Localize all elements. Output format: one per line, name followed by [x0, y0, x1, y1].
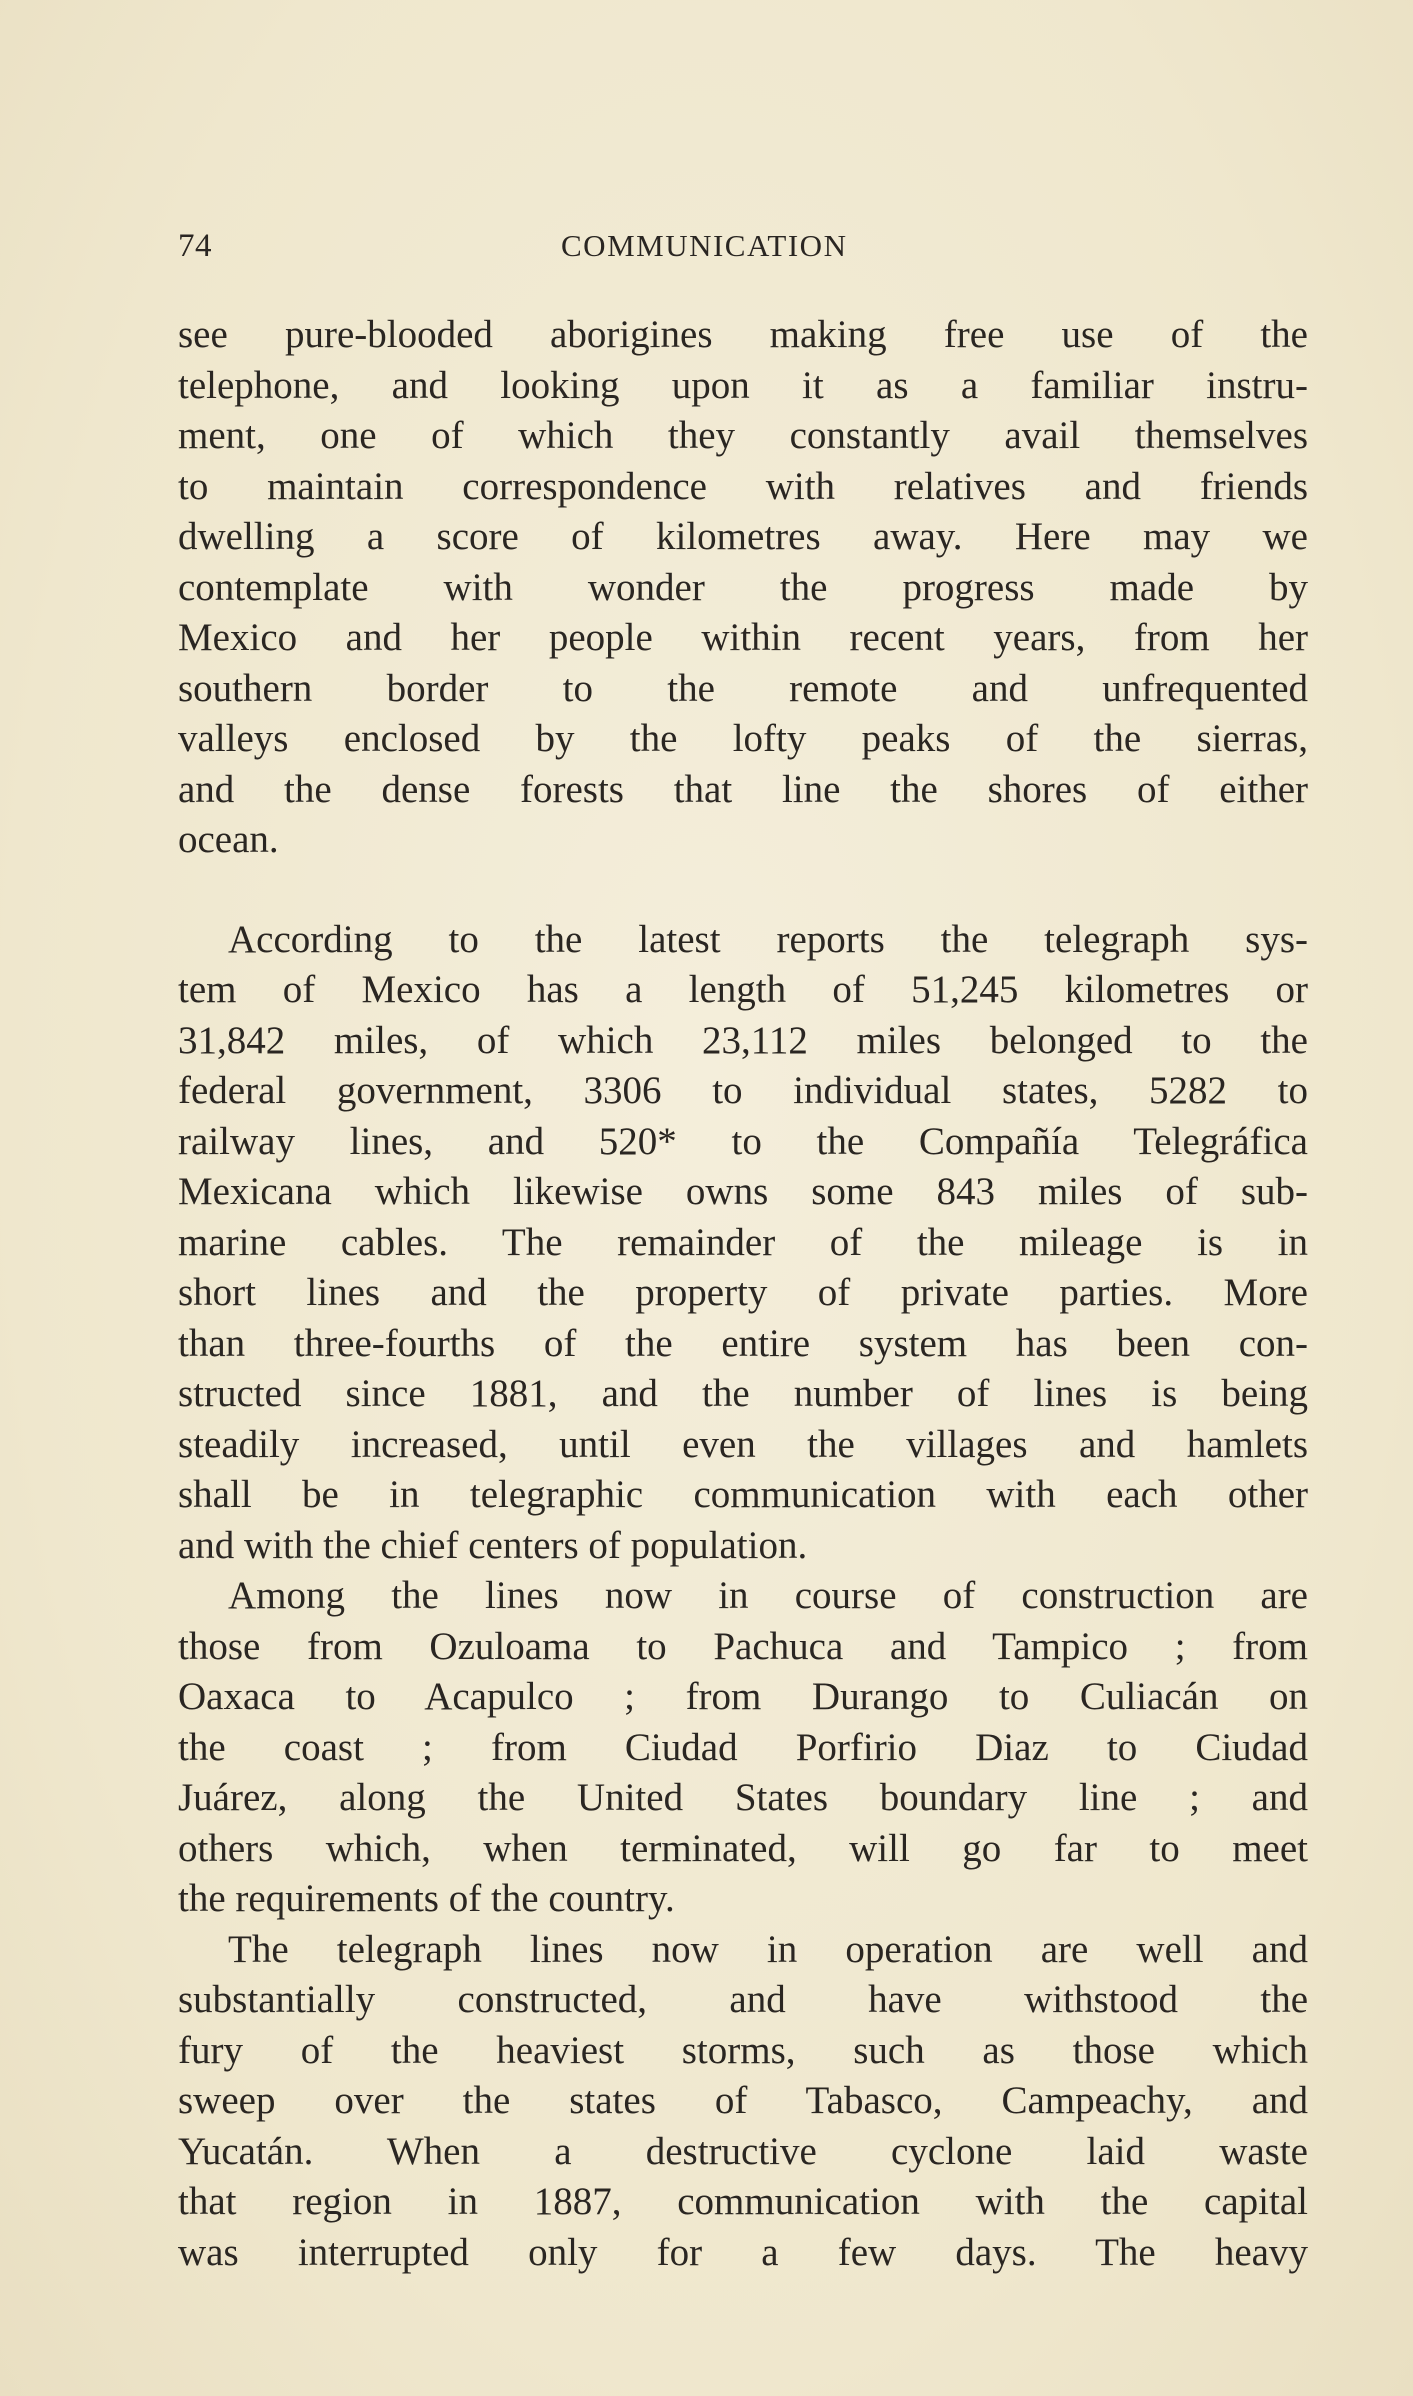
- text-line: valleys enclosed by the lofty peaks of the sierras,: [178, 717, 1308, 760]
- text-line: The telegraph lines now in operation are well and: [228, 1927, 1308, 1971]
- text-line: Mexico and her people within recent years, from her: [178, 616, 1308, 659]
- text-line: federal government, 3306 to individual states, 5282 to: [178, 1069, 1308, 1112]
- paragraph-spacer: [178, 866, 1308, 915]
- text-line: those from Ozuloama to Pachuca and Tampico ; from: [178, 1624, 1308, 1668]
- text-line: to maintain correspondence with relatives and friends: [178, 464, 1308, 508]
- text-line: than three-fourths of the entire system has been con-: [178, 1321, 1308, 1365]
- text-line: structed since 1881, and the number of lines is being: [178, 1372, 1308, 1415]
- text-line: steadily increased, until even the villages and hamlets: [178, 1422, 1308, 1466]
- text-line: dwelling a score of kilometres away. Here may we: [178, 515, 1308, 558]
- running-head: [178, 228, 1318, 272]
- text-line: see pure-blooded aborigines making free use of the: [178, 313, 1308, 356]
- text-line: substantially constructed, and have withstood the: [178, 1978, 1308, 2021]
- text-line: that region in 1887, communication with the capital: [178, 2180, 1308, 2223]
- text-line: telephone, and looking upon it as a familiar instru-: [178, 363, 1308, 407]
- text-line: Oaxaca to Acapulco ; from Durango to Culiacán on: [178, 1675, 1308, 1718]
- text-line: contemplate with wonder the progress made by: [178, 565, 1308, 609]
- paragraph: [178, 915, 1308, 1572]
- text-line: Mexicana which likewise owns some 843 miles of sub-: [178, 1170, 1308, 1213]
- text-line: railway lines, and 520* to the Compañía Telegráfica: [178, 1119, 1308, 1163]
- text-line: southern border to the remote and unfrequented: [178, 666, 1308, 710]
- text-line: Among the lines now in course of construction are: [228, 1574, 1308, 1617]
- text-line: shall be in telegraphic communication with each other: [178, 1473, 1308, 1516]
- text-line: and with the chief centers of population.: [178, 1523, 808, 1567]
- paragraph: [178, 310, 1308, 866]
- text-line: marine cables. The remainder of the mileage is in: [178, 1220, 1308, 1264]
- text-line: was interrupted only for a few days. The heavy: [178, 2230, 1308, 2274]
- text-line: short lines and the property of private parties. More: [178, 1271, 1308, 1314]
- text-line: others which, when terminated, will go far to meet: [178, 1826, 1308, 1870]
- text-line: 31,842 miles, of which 23,112 miles belonged to the: [178, 1018, 1308, 1062]
- text-line: tem of Mexico has a length of 51,245 kilometres or: [178, 968, 1308, 1011]
- text-line: Yucatán. When a destructive cyclone laid waste: [178, 2129, 1308, 2173]
- paragraph: [178, 1571, 1308, 1925]
- text-line: fury of the heaviest storms, such as those which: [178, 2028, 1308, 2072]
- text-line: ment, one of which they constantly avail themselves: [178, 414, 1308, 457]
- text-line: sweep over the states of Tabasco, Campeachy, and: [178, 2079, 1308, 2122]
- page-number: 74: [178, 228, 212, 264]
- text-line: the coast ; from Ciudad Porfirio Diaz to Ciudad: [178, 1725, 1308, 1769]
- running-head-title: COMMUNICATION: [561, 228, 848, 263]
- text-line: the requirements of the country.: [178, 1877, 675, 1920]
- text-line: Juárez, along the United States boundary line ; and: [178, 1776, 1308, 1819]
- paragraph: [178, 1925, 1308, 2279]
- body-text: [178, 310, 1308, 2278]
- text-line: According to the latest reports the telegraph sys-: [228, 917, 1308, 961]
- text-line: and the dense forests that line the shores of either: [178, 767, 1308, 811]
- text-line: ocean.: [178, 818, 279, 861]
